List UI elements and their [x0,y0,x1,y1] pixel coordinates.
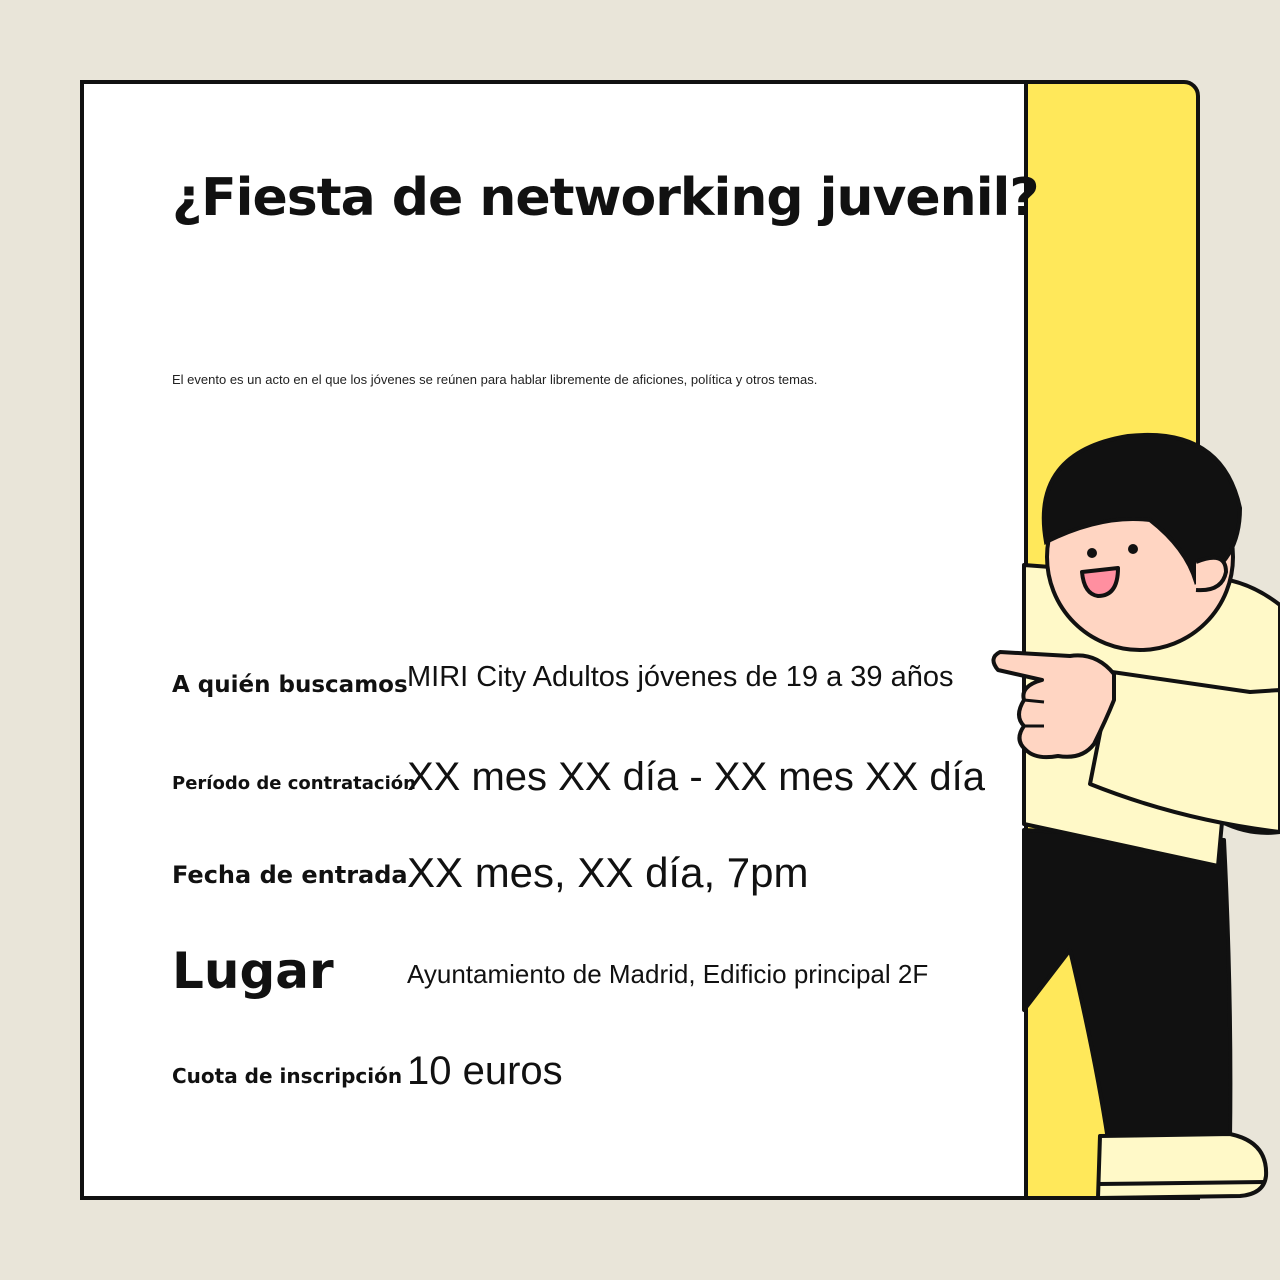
poster-card [84,84,1039,1196]
detail-value: XX mes XX día - XX mes XX día [407,755,986,799]
detail-row-who [172,640,992,700]
detail-label: Cuota de inscripción [172,1064,403,1088]
detail-value: Ayuntamiento de Madrid, Edificio principal 2F [407,959,929,989]
detail-label: Período de contratación [172,773,416,794]
detail-value: XX mes, XX día, 7pm [407,849,809,896]
detail-label: Lugar [172,942,334,1000]
detail-row-place [172,932,992,1002]
pointing-character-illustration [960,420,1280,1220]
detail-row-fee [172,1034,992,1094]
detail-value: MIRI City Adultos jóvenes de 19 a 39 años [407,661,954,693]
detail-row-entry-date [172,837,992,897]
detail-row-period [172,740,992,800]
detail-label: A quién buscamos [172,672,408,698]
detail-label: Fecha de entrada [172,861,408,889]
detail-value: 10 euros [407,1049,563,1093]
poster-title: ¿Fiesta de networking juvenil? [172,168,1039,228]
event-description: El evento es un acto en el que los jóvenes se reúnen para hablar libremente de aficiones, política y otros temas. [172,372,818,387]
